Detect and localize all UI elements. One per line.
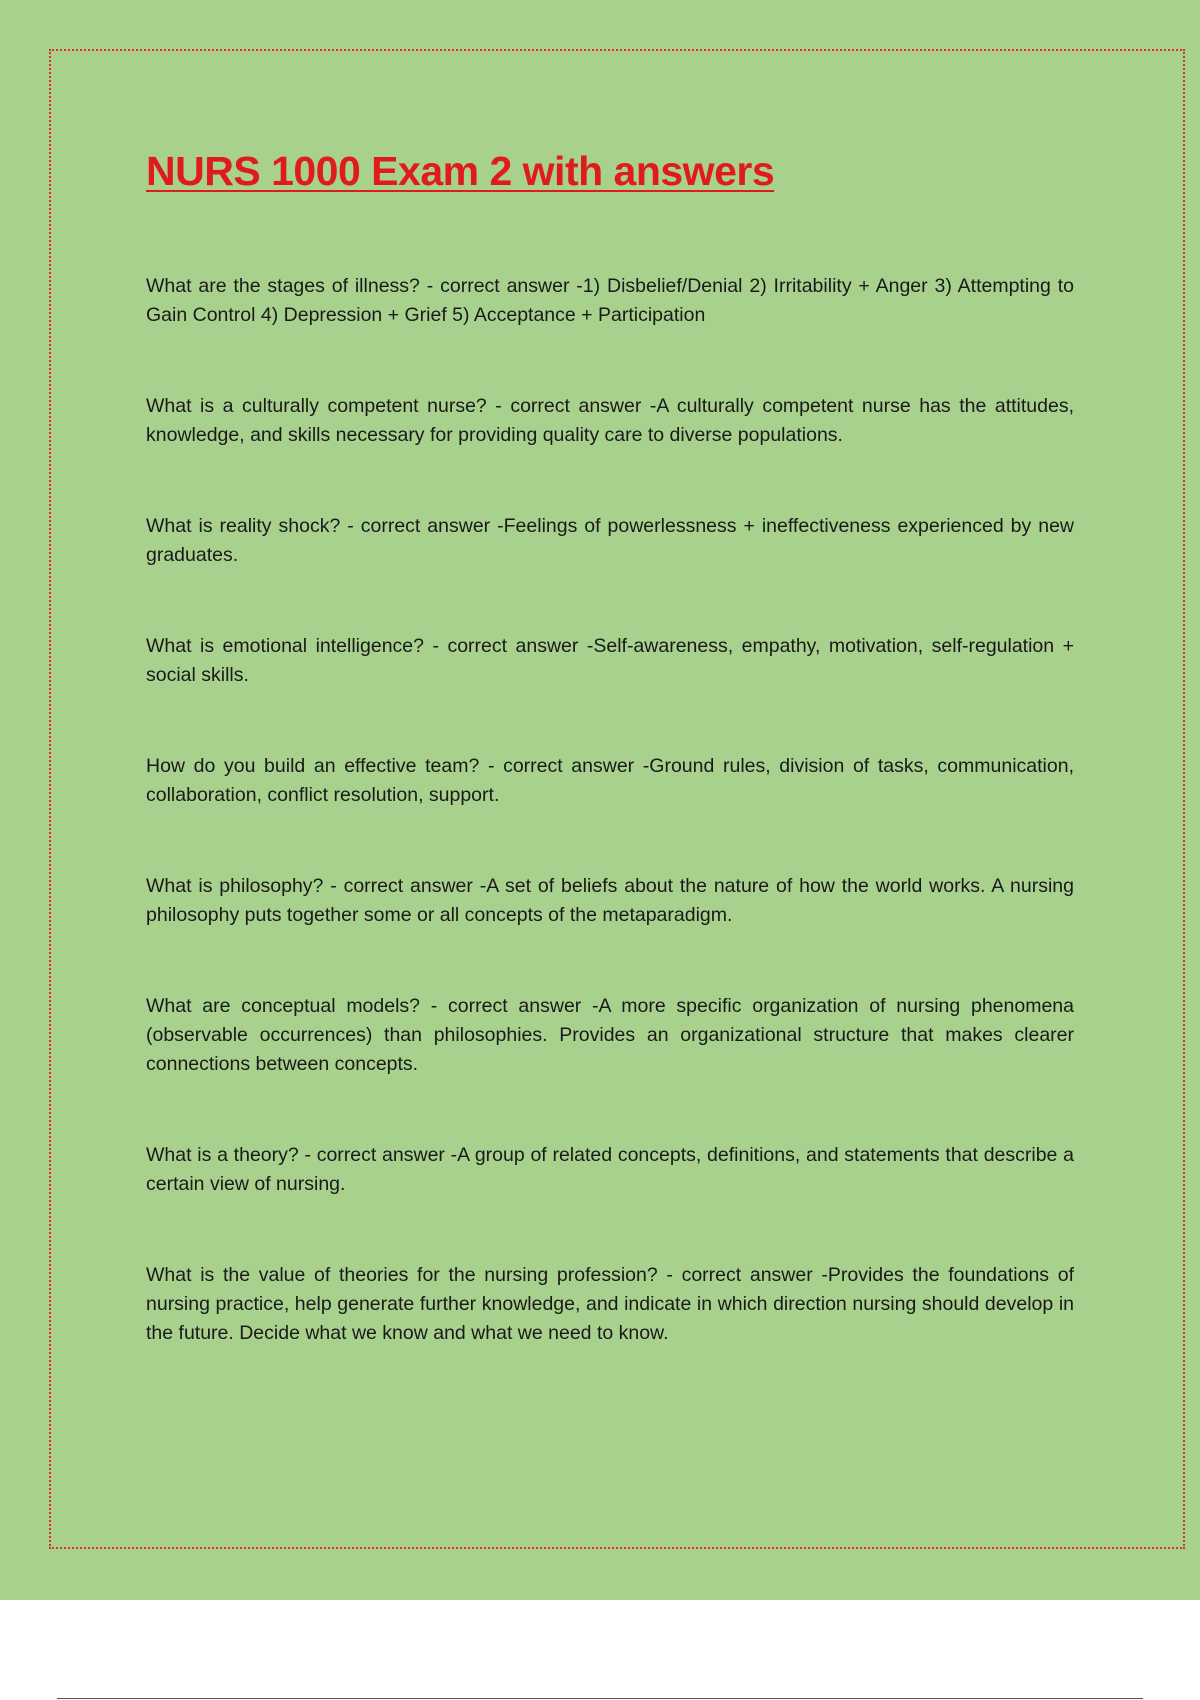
document-title: NURS 1000 Exam 2 with answers — [146, 148, 775, 194]
qa-item: What is the value of theories for the nursing profession? - correct answer -Provides the foundations of nursing practice, help generate further knowledge, and indicate in which direction nursing should develop in the future. Decide what we know and what we need to know. — [146, 1264, 1074, 1344]
qa-item: What is reality shock? - correct answer -Feelings of powerlessness + ineffectiveness experienced by new graduates. — [146, 515, 1074, 566]
qa-item: What are conceptual models? - correct answer -A more specific organization of nursing phenomena (observable occurrences) than philosophies. Provides an organizational structure that makes clearer connections between concepts. — [146, 995, 1074, 1075]
qa-item: What is a theory? - correct answer -A group of related concepts, definitions, and statements that describe a certain view of nursing. — [146, 1144, 1074, 1195]
qa-list — [146, 272, 1074, 1410]
qa-item: What is emotional intelligence? - correct answer -Self-awareness, empathy, motivation, self-regulation + social skills. — [146, 635, 1074, 686]
qa-item: How do you build an effective team? - correct answer -Ground rules, division of tasks, communication, collaboration, conflict resolution, support. — [146, 755, 1074, 806]
qa-item: What are the stages of illness? - correct answer -1) Disbelief/Denial 2) Irritability + Anger 3) Attempting to Gain Control 4) Depression + Grief 5) Acceptance + Participation — [146, 275, 1074, 326]
qa-item: What is a culturally competent nurse? - correct answer -A culturally competent nurse has the attitudes, knowledge, and skills necessary for providing quality care to diverse populations. — [146, 395, 1074, 446]
page-footer-rule — [57, 1698, 1143, 1699]
qa-item: What is philosophy? - correct answer -A set of beliefs about the nature of how the world works. A nursing philosophy puts together some or all concepts of the metaparadigm. — [146, 875, 1074, 926]
